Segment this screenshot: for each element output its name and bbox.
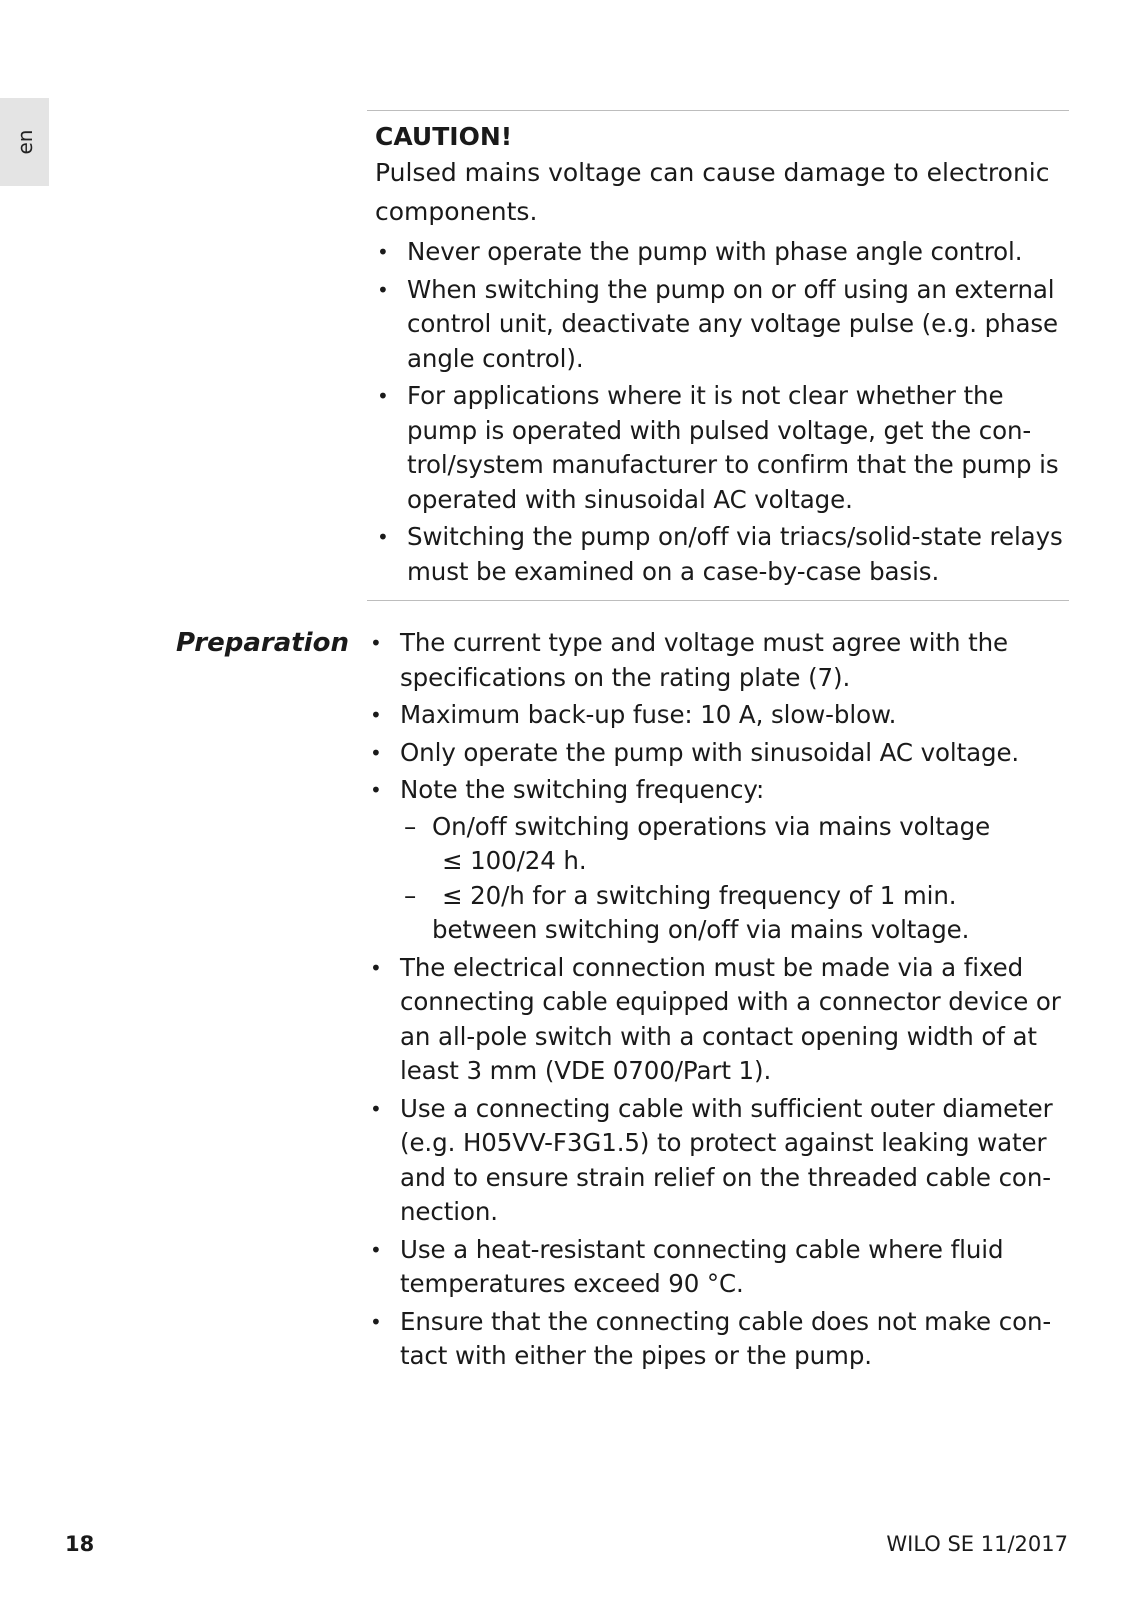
caution-item: • Switching the pump on/off via triacs/solid-state relays must be examined on a case-by-case basis. <box>375 520 1069 589</box>
preparation-item: • The electrical connection must be made via a fixed connecting cable equipped with a connector device or an all-pole switch with a contact opening width of at least 3 mm (VDE 0700/Part 1). <box>368 951 1068 1089</box>
caution-notice <box>367 110 1069 601</box>
caution-text: Pulsed mains voltage can cause damage to electronic components. <box>375 158 1050 226</box>
preparation-item: • Use a connecting cable with sufficient outer diameter (e.g. H05VV-F3G1.5) to protect against leaking water and to ensure strain relief on the threaded cable con-nection. <box>368 1092 1068 1230</box>
caution-item: • When switching the pump on or off using an external control unit, deactivate any voltage pulse (e.g. phase angle control). <box>375 273 1069 377</box>
caution-item: • Never operate the pump with phase angle control. <box>375 235 1069 270</box>
caution-title: CAUTION! <box>375 122 513 151</box>
page-number: 18 <box>65 1532 95 1556</box>
preparation-item-switching <box>368 773 1068 948</box>
switching-frequency-heading: Note the switching frequency: <box>400 775 765 804</box>
footer-brand: WILO SE 11/2017 <box>886 1532 1068 1556</box>
switching-item <box>400 810 1068 879</box>
switching-item-line: ≤ 100/24 h. <box>442 846 587 875</box>
preparation-item: • Maximum back-up fuse: 10 A, slow-blow. <box>368 698 1068 733</box>
switching-item <box>400 879 1068 948</box>
preparation-item: • The current type and voltage must agree with the specifications on the rating plate (7). <box>368 626 1068 695</box>
caution-item: • For applications where it is not clear whether the pump is operated with pulsed voltage, get the con-trol/system manufacturer to confirm that the pump is operated with sinusoidal AC voltage. <box>375 379 1069 517</box>
preparation-item: • Use a heat-resistant connecting cable where fluid temperatures exceed 90 °C. <box>368 1233 1068 1302</box>
switching-item-line: ≤ 20/h for a switching frequency of 1 min. <box>442 880 957 910</box>
language-code: en <box>12 129 37 155</box>
preparation-section <box>368 626 1068 1377</box>
preparation-item: • Ensure that the connecting cable does not make con-tact with either the pipes or the pump. <box>368 1305 1068 1374</box>
switching-item-line: between switching on/off via mains voltage. <box>432 915 970 944</box>
section-label-preparation: Preparation <box>176 628 349 658</box>
preparation-list <box>368 626 1068 1374</box>
caution-list <box>375 235 1069 589</box>
switching-item-line: On/off switching operations via mains voltage <box>432 811 991 841</box>
language-tab <box>0 98 49 186</box>
preparation-item: • Only operate the pump with sinusoidal AC voltage. <box>368 736 1068 771</box>
switching-frequency-list <box>400 810 1068 948</box>
